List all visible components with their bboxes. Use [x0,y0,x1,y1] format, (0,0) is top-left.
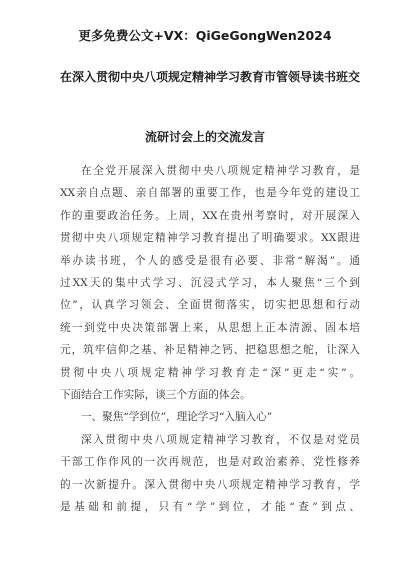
body-line-2: XX亲自点题、亲自部署的重要工作，也是今年党的建设工 [60,187,360,200]
title-line-2: 流研讨会上的交流发言 [144,130,265,144]
body-line-8: 统一到党中央决策部署上来，从思想上正本清源、固本培 [60,321,360,334]
body-line-15: 的一次新提升。深入贯彻中央八项规定精神学习教育，学 [60,478,360,491]
body-line-16: 是基础和前提，只有“学”到位，才能“查”到点、 [60,501,360,514]
body-line-11: 下面结合工作实际，谈三个方面的体会。 [60,389,251,402]
body-line-13: 深入贯彻中央八项规定精神学习教育，不仅是对党员 [81,433,360,446]
header-banner: 更多免费公文+VX：QiGeGongWen2024 [78,28,332,43]
body-line-5: 举办读书班，个人的感受是很有必要、非常“解渴”。通 [60,254,360,267]
title-line-1: 在深入贯彻中央八项规定精神学习教育市管领导读书班交 [60,70,361,84]
body-line-4: 贯彻中央八项规定精神学习教育提出了明确要求。XX跟进 [60,232,360,245]
body-line-10: 贯彻中央八项规定精神学习教育走“深”更走“实”。 [60,366,360,379]
body-line-7: 位”，认真学习领会、全面贯彻落实，切实把思想和行动 [60,299,360,312]
body-text [60,160,360,519]
body-line-6: 过XX天的集中式学习、沉浸式学习，本人聚焦“三个到 [60,277,360,290]
body-line-1: 在全党开展深入贯彻中央八项规定精神学习教育，是 [81,165,360,177]
body-line-3: 作的重要政治任务。上周，XX在贵州考察时，对开展深入 [60,209,360,222]
section-heading-1: 一、聚焦“学到位”，理论学习“入脑入心” [81,411,273,424]
body-line-14: 干部工作作风的一次再规范，也是对政治素养、党性修养 [60,456,360,469]
body-line-9: 元，筑牢信仰之基、补足精神之钙、把稳思想之舵，让深入 [60,344,360,357]
